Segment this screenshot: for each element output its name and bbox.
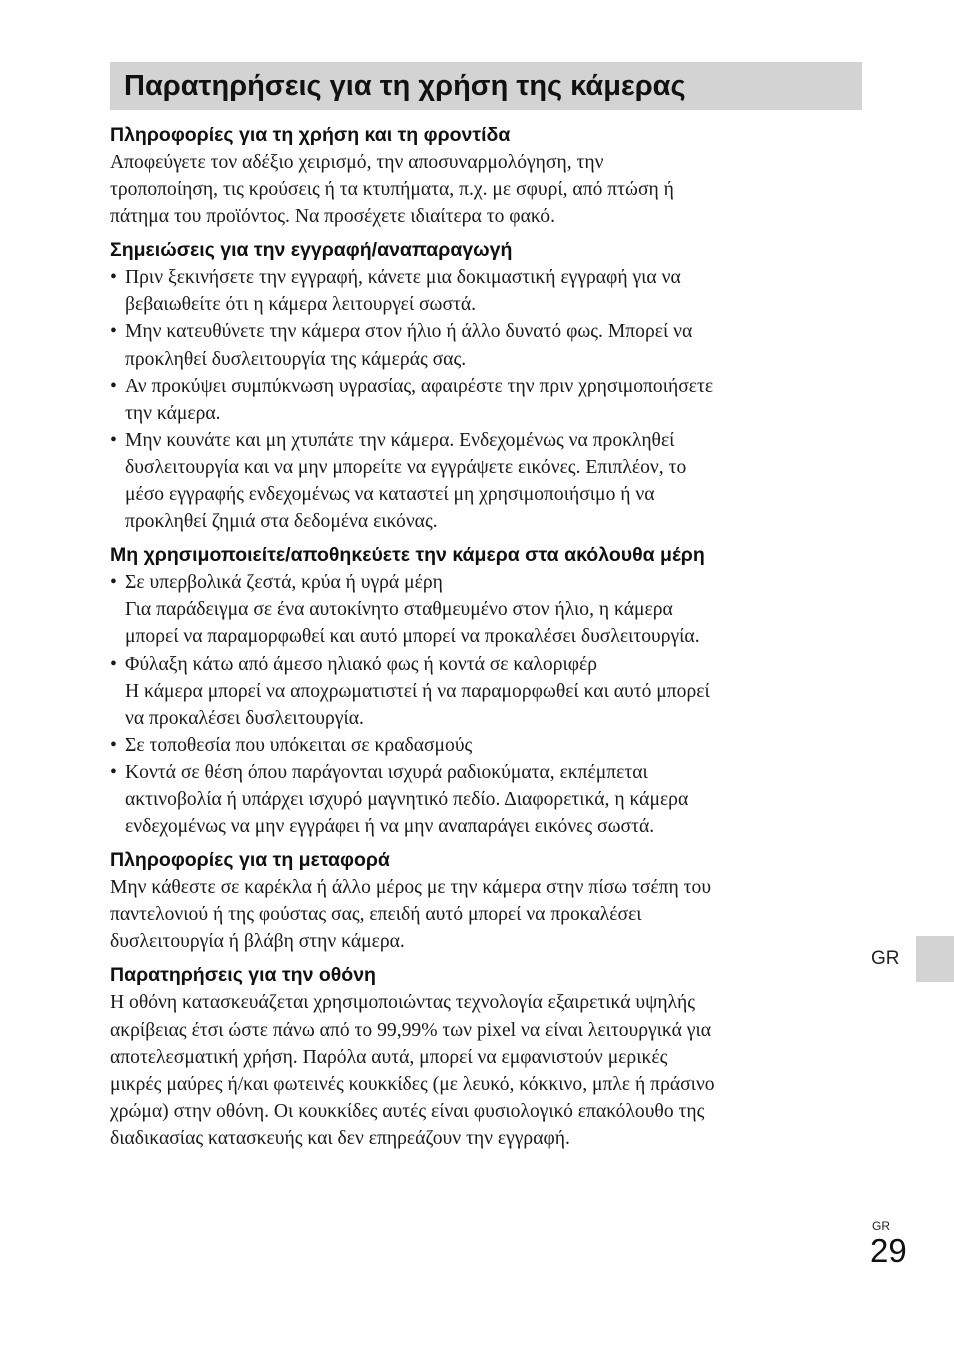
list-item	[110, 427, 862, 535]
list-item-line: Για παράδειγμα σε ένα αυτοκίνητο σταθμευμένο στον ήλιο, η κάμερα	[125, 599, 673, 621]
bullet-mark: •	[110, 653, 117, 675]
page-title: Παρατηρήσεις για τη χρήση της κάμερας	[124, 69, 686, 102]
list-item	[110, 264, 862, 318]
paragraph-line: Μην κάθεστε σε καρέκλα ή άλλο μέρος με την κάμερα στην πίσω τσέπη του	[110, 877, 712, 899]
section-storage-locations	[110, 542, 862, 840]
list-item-line: Αν προκύψει συμπύκνωση υγρασίας, αφαιρέστε την πριν χρησιμοποιήσετε	[125, 375, 714, 397]
paragraph-line: ακρίβειας έτσι ώστε πάνω από το 99,99% των pixel να είναι λειτουργικά για	[110, 1019, 711, 1041]
list-item-line: Μην κατευθύνετε την κάμερα στον ήλιο ή άλλο δυνατό φως. Μπορεί να	[125, 321, 693, 343]
list-item-line: μπορεί να παραμορφωθεί και αυτό μπορεί να προκαλέσει δυσλειτουργία.	[125, 626, 700, 648]
section-care	[110, 122, 862, 230]
list-item	[110, 759, 862, 840]
page-title-banner	[110, 62, 862, 110]
side-thumb-tab	[916, 936, 954, 982]
list-item-line: προκληθεί ζημιά στα δεδομένα εικόνας.	[125, 511, 438, 533]
paragraph-line: παντελονιού ή της φούστας σας, επειδή αυτό μπορεί να προκαλέσει	[110, 904, 642, 926]
list-item-line: Σε τοποθεσία που υπόκειται σε κραδασμούς	[125, 734, 473, 756]
list-item-line: Σε υπερβολικά ζεστά, κρύα ή υγρά μέρη	[125, 572, 443, 594]
list-item-line: προκληθεί δυσλειτουργία της κάμεράς σας.	[125, 348, 467, 370]
list-item	[110, 732, 862, 759]
list-item-line: ακτινοβολία ή υπάρχει ισχυρό μαγνητικό πεδίο. Διαφορετικά, η κάμερα	[125, 788, 689, 810]
section-heading: Σημειώσεις για την εγγραφή/αναπαραγωγή	[110, 239, 513, 262]
list-item-line: Κοντά σε θέση όπου παράγονται ισχυρά ραδιοκύματα, εκπέμπεται	[125, 761, 648, 783]
bullet-mark: •	[110, 429, 117, 451]
list-item-line: Η κάμερα μπορεί να αποχρωματιστεί ή να παραμορφωθεί και αυτό μπορεί	[125, 680, 710, 702]
section-recording-notes	[110, 237, 862, 535]
bullet-mark: •	[110, 267, 117, 289]
paragraph-line: πάτημα του προϊόντος. Να προσέχετε ιδιαίτερα το φακό.	[110, 206, 555, 228]
side-language-label: GR	[871, 948, 900, 969]
list-item-line: Πριν ξεκινήσετε την εγγραφή, κάνετε μια δοκιμαστική εγγραφή για να	[125, 267, 681, 289]
bullet-mark: •	[110, 375, 117, 397]
list-item-line: ενδεχομένως να μην εγγράφει ή να μην αναπαράγει εικόνες σωστά.	[125, 816, 655, 838]
section-screen-notes	[110, 962, 862, 1152]
paragraph-line: Αποφεύγετε τον αδέξιο χειρισμό, την αποσυναρμολόγηση, την	[110, 152, 604, 173]
list-item-line: δυσλειτουργία και να μην μπορείτε να εγγράψετε εικόνες. Επιπλέον, το	[125, 456, 687, 478]
document-body	[110, 122, 862, 1159]
bullet-mark: •	[110, 572, 117, 594]
section-heading: Πληροφορίες για τη χρήση και τη φροντίδα	[110, 124, 511, 146]
list-item	[110, 651, 862, 732]
paragraph-line: Η οθόνη κατασκευάζεται χρησιμοποιώντας τεχνολογία εξαιρετικά υψηλής	[110, 992, 695, 1014]
paragraph-line: τροποποίηση, τις κρούσεις ή τα κτυπήματα, π.χ. με σφυρί, από πτώση ή	[110, 179, 674, 201]
page-number: 29	[870, 1232, 907, 1269]
bullet-mark: •	[110, 761, 117, 783]
bullet-mark: •	[110, 734, 117, 756]
paragraph-line: μικρές μαύρες ή/και φωτεινές κουκκίδες (με λευκό, κόκκινο, μπλε ή πράσινο	[110, 1073, 715, 1095]
list-item-line: να προκαλέσει δυσλειτουργία.	[125, 707, 364, 729]
list-item	[110, 569, 862, 650]
section-heading: Παρατηρήσεις για την οθόνη	[110, 964, 376, 987]
list-item	[110, 318, 862, 372]
list-item-line: μέσο εγγραφής ενδεχομένως να καταστεί μη χρησιμοποιήσιμο ή να	[125, 484, 655, 506]
list-item-line: την κάμερα.	[125, 402, 221, 424]
section-heading: Πληροφορίες για τη μεταφορά	[110, 849, 390, 872]
list-item-line: βεβαιωθείτε ότι η κάμερα λειτουργεί σωστά.	[125, 294, 477, 316]
section-transport	[110, 847, 862, 955]
paragraph-line: διαδικασίας κατασκευής και δεν επηρεάζουν την εγγραφή.	[110, 1127, 570, 1149]
paragraph-line: αποτελεσματική χρήση. Παρόλα αυτά, μπορεί να εμφανιστούν μερικές	[110, 1046, 668, 1068]
list-item-line: Φύλαξη κάτω από άμεσο ηλιακό φως ή κοντά σε καλοριφέρ	[125, 653, 598, 675]
page-language-label: GR	[872, 1219, 890, 1233]
paragraph-line: δυσλειτουργία ή βλάβη στην κάμερα.	[110, 931, 405, 953]
list-item-line: Μην κουνάτε και μη χτυπάτε την κάμερα. Ενδεχομένως να προκληθεί	[125, 429, 675, 451]
bullet-mark: •	[110, 321, 117, 343]
paragraph-line: χρώμα) στην οθόνη. Οι κουκκίδες αυτές είναι φυσιολογικό επακόλουθο της	[110, 1100, 705, 1122]
section-heading: Μη χρησιμοποιείτε/αποθηκεύετε την κάμερα στα ακόλουθα μέρη	[110, 544, 705, 567]
list-item	[110, 373, 862, 427]
